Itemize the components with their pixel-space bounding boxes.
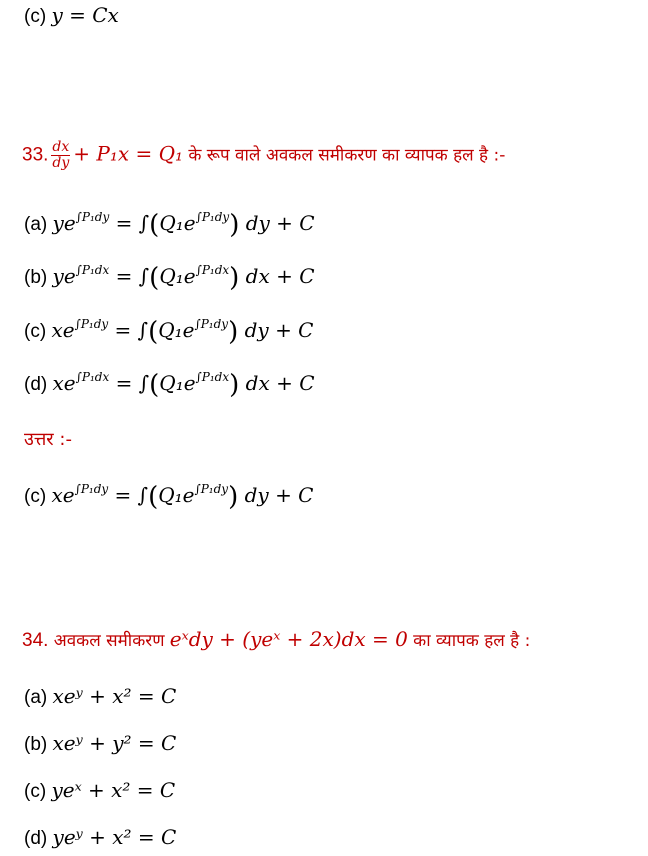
q33-frac-num: dx bbox=[52, 139, 70, 155]
q34-option-c bbox=[24, 777, 175, 805]
option-label: (c) bbox=[24, 781, 47, 802]
option-expr: yeˣ + x² = C bbox=[51, 778, 176, 802]
integral-sign: ∫ bbox=[138, 264, 150, 288]
option-label: (a) bbox=[24, 687, 48, 708]
option-label: (c) bbox=[24, 321, 47, 342]
lhs-exponent: ∫P₁dy bbox=[74, 482, 109, 496]
option-expr: xeʸ + y² = C bbox=[52, 731, 177, 755]
inner-exponent: ∫P₁dx bbox=[195, 370, 230, 384]
q33-expr: + P₁x = Q₁ bbox=[73, 141, 184, 166]
q33-option-a bbox=[24, 210, 315, 238]
tail: dx + C bbox=[245, 371, 315, 395]
lhs: xe bbox=[52, 371, 76, 395]
inner: Q₁e bbox=[158, 318, 195, 342]
answer-expr: $xe^{\int P_1dy} = \int(Q_1e^{\int P_1dy})$ dy + C bbox=[51, 482, 314, 512]
option-label: (d) bbox=[24, 828, 48, 849]
q33-option-c bbox=[24, 317, 314, 345]
q34-option-d bbox=[24, 824, 176, 852]
q34-text-b: का व्यापक हल है : bbox=[413, 631, 531, 651]
q33-number: 33. bbox=[22, 144, 49, 166]
inner: Q₁e bbox=[159, 264, 196, 288]
lhs-exponent: ∫P₁dy bbox=[74, 317, 109, 331]
question-34 bbox=[22, 626, 530, 654]
lhs-exponent: ∫P₁dy bbox=[75, 210, 110, 224]
q33-fraction bbox=[51, 140, 70, 171]
option-label: (b) bbox=[24, 734, 48, 755]
integral-sign: ∫ bbox=[137, 318, 149, 342]
inner: Q₁e bbox=[158, 483, 195, 507]
q34-option-b bbox=[24, 730, 176, 758]
question-33 bbox=[22, 140, 505, 171]
inner: Q₁e bbox=[159, 211, 196, 235]
tail: dy + C bbox=[244, 483, 314, 507]
q34-option-a bbox=[24, 683, 176, 711]
integral-sign: ∫ bbox=[138, 211, 150, 235]
inner-exponent: ∫P₁dy bbox=[195, 210, 230, 224]
lhs: xe bbox=[51, 483, 75, 507]
q33-option-d bbox=[24, 370, 315, 398]
answer-label: (c) bbox=[24, 486, 47, 507]
option-expr: $ye^{\int P_1dx} = \int(Q_1e^{\int P_1dx})$ dx + C bbox=[52, 263, 315, 293]
equals: = bbox=[114, 483, 132, 507]
tail: dx + C bbox=[245, 264, 315, 288]
q34-number: 34. bbox=[22, 630, 49, 651]
lhs-exponent: ∫P₁dx bbox=[75, 370, 110, 384]
q33-frac-den: dy bbox=[52, 155, 70, 171]
inner-exponent: ∫P₁dy bbox=[194, 317, 229, 331]
option-label: (b) bbox=[24, 267, 48, 288]
q34-text-a: अवकल समीकरण bbox=[53, 631, 165, 651]
option-expr: yeʸ + x² = C bbox=[52, 825, 177, 849]
q33-text: के रूप वाले अवकल समीकरण का व्यापक हल है :- bbox=[188, 145, 506, 166]
answer-heading: उत्तर :- bbox=[24, 429, 72, 450]
equals: = bbox=[114, 318, 132, 342]
tail: dy + C bbox=[245, 211, 315, 235]
integral-sign: ∫ bbox=[138, 371, 150, 395]
option-expr: xeʸ + x² = C bbox=[52, 684, 177, 708]
option-label: (a) bbox=[24, 214, 48, 235]
equals: = bbox=[115, 211, 133, 235]
inner-exponent: ∫P₁dx bbox=[195, 263, 230, 277]
tail: dy + C bbox=[244, 318, 314, 342]
lhs: ye bbox=[52, 264, 76, 288]
inner: Q₁e bbox=[159, 371, 196, 395]
lhs-exponent: ∫P₁dx bbox=[75, 263, 110, 277]
lhs: xe bbox=[51, 318, 75, 342]
inner-exponent: ∫P₁dy bbox=[194, 482, 229, 496]
option-expr: $ye^{\int P_1dy} = \int(Q_1e^{\int P_1dy})$ dy + C bbox=[52, 210, 315, 240]
option-label: (d) bbox=[24, 374, 48, 395]
q34-expr: eˣdy + (yeˣ + 2x)dx = 0 bbox=[169, 627, 408, 651]
integral-sign: ∫ bbox=[137, 483, 149, 507]
equals: = bbox=[115, 371, 133, 395]
prev-answer-expr: y = Cx bbox=[51, 3, 119, 27]
lhs: ye bbox=[52, 211, 76, 235]
prev-answer-line bbox=[24, 2, 119, 30]
q33-answer bbox=[24, 482, 314, 510]
q33-option-b bbox=[24, 263, 315, 291]
option-expr: $xe^{\int P_1dx} = \int(Q_1e^{\int P_1dx})$ dx + C bbox=[52, 370, 315, 400]
prev-answer-label: (c) bbox=[24, 6, 47, 27]
option-expr: $xe^{\int P_1dy} = \int(Q_1e^{\int P_1dy})$ dy + C bbox=[51, 317, 314, 347]
equals: = bbox=[115, 264, 133, 288]
